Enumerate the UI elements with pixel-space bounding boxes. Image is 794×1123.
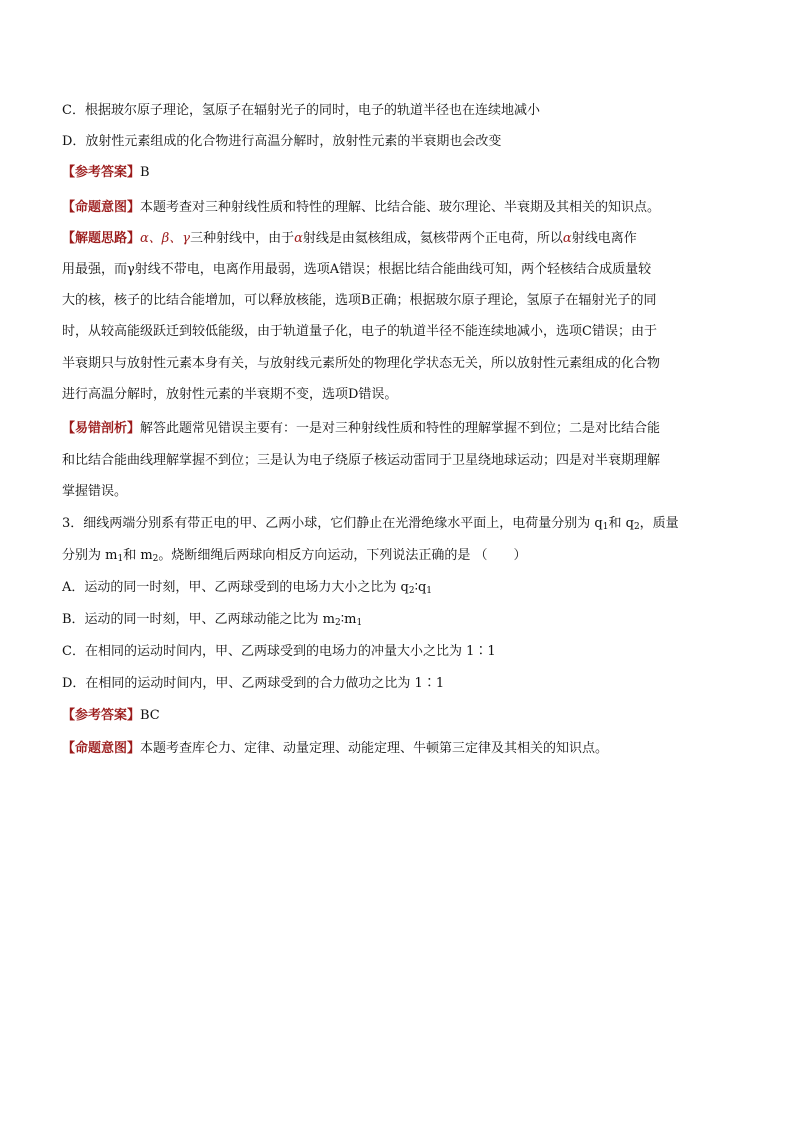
greek-alpha: α	[562, 231, 572, 246]
stem-text: 和 m	[123, 548, 153, 563]
stem-text: 和 q	[608, 516, 634, 531]
subscript: 2	[152, 554, 159, 564]
stem-text: 3．细线两端分别系有带正电的甲、乙两小球，它们静止在光滑绝缘水平面上，电荷量分别为 q	[62, 516, 603, 531]
answer-tag: 【参考答案】	[62, 708, 141, 723]
q2-option-d: D．放射性元素组成的化合物进行高温分解时，放射性元素的半衰期也会改变	[62, 134, 502, 149]
q2-thinking-line-2: 用最强，而γ射线不带电，电离作用最弱，选项A错误；根据比结合能曲线可知，两个轻核结合成质量较	[62, 262, 652, 277]
intent-tag: 【命题意图】	[62, 200, 141, 215]
stem-text: 。烧断细绳后两球向相反方向运动，下列说法正确的是 （ ）	[158, 548, 527, 563]
subscript: 2	[633, 522, 640, 532]
q3-option-a	[62, 578, 432, 598]
subscript: 2	[408, 586, 415, 596]
subscript: 1	[356, 618, 363, 628]
q3-stem-line-2	[62, 546, 527, 566]
q2-error-line-2: 和比结合能曲线理解掌握不到位；三是认为电子绕原子核运动雷同于卫星绕地球运动；四是对半衰期理解	[62, 453, 661, 468]
q2-intent	[62, 198, 660, 218]
q3-intent	[62, 739, 608, 759]
answer-value: B	[140, 165, 150, 180]
stem-text: 分别为 m	[62, 548, 118, 563]
q3-option-c: C．在相同的运动时间内，甲、乙两球受到的电场力的冲量大小之比为 1∶1	[62, 644, 496, 659]
subscript: 1	[426, 586, 433, 596]
subscript: 2	[335, 618, 341, 628]
option-text: ∶q	[414, 580, 427, 595]
q2-thinking-line-6: 进行高温分解时，放射性元素的半衰期不变，选项D错误。	[62, 387, 398, 402]
intent-tag: 【命题意图】	[62, 741, 141, 756]
subscript: 1	[117, 554, 124, 564]
error-tag: 【易错剖析】	[62, 421, 141, 436]
subscript: 1	[602, 522, 609, 532]
greek-alpha: α	[294, 231, 303, 246]
greek-rays: α、β、γ	[140, 231, 191, 246]
q3-stem-line-1	[62, 514, 679, 534]
thinking-text: 三种射线中，由于	[190, 231, 295, 246]
intent-text: 本题考查对三种射线性质和特性的理解、比结合能、玻尔理论、半衰期及其相关的知识点。	[140, 200, 661, 215]
answer-tag: 【参考答案】	[62, 165, 141, 180]
intent-text: 本题考查库仑力、定律、动量定理、动能定理、牛顿第三定律及其相关的知识点。	[140, 741, 609, 756]
q2-thinking-line-3: 大的核，核子的比结合能增加，可以释放核能，选项B正确；根据玻尔原子理论，氢原子在辐射光子的同	[62, 293, 657, 308]
q2-error-line-3: 掌握错误。	[62, 484, 128, 499]
q3-option-d: D．在相同的运动时间内，甲、乙两球受到的合力做功之比为 1∶1	[62, 676, 445, 691]
stem-text: ，质量	[639, 516, 679, 531]
q2-error-line-1	[62, 419, 660, 439]
option-text: B．运动的同一时刻，甲、乙两球动能之比为 m	[62, 612, 336, 627]
option-text: ∶m	[340, 612, 357, 627]
thinking-tag: 【解题思路】	[62, 231, 141, 246]
q2-thinking-line-4: 时，从较高能级跃迁到较低能级，由于轨道量子化，电子的轨道半径不能连续地减小，选项C错误；由于	[62, 324, 657, 339]
error-text: 解答此题常见错误主要有：一是对三种射线性质和特性的理解掌握不到位；二是对比结合能	[140, 421, 661, 436]
q2-thinking-line-5: 半衰期只与放射性元素本身有关，与放射线元素所处的物理化学状态无关，所以放射性元素组成的化合物	[62, 356, 661, 371]
thinking-text: 射线是由氦核组成，氦核带两个正电荷，所以	[302, 231, 563, 246]
option-text: A．运动的同一时刻，甲、乙两球受到的电场力大小之比为 q	[62, 580, 409, 595]
answer-value: BC	[140, 708, 160, 723]
q3-option-b	[62, 610, 362, 630]
q2-option-c: C．根据玻尔原子理论，氢原子在辐射光子的同时，电子的轨道半径也在连续地减小	[62, 103, 540, 118]
thinking-text: 射线电离作	[571, 231, 637, 246]
q2-answer	[62, 163, 150, 183]
q3-answer	[62, 706, 160, 726]
q2-thinking-line-1	[62, 229, 637, 249]
